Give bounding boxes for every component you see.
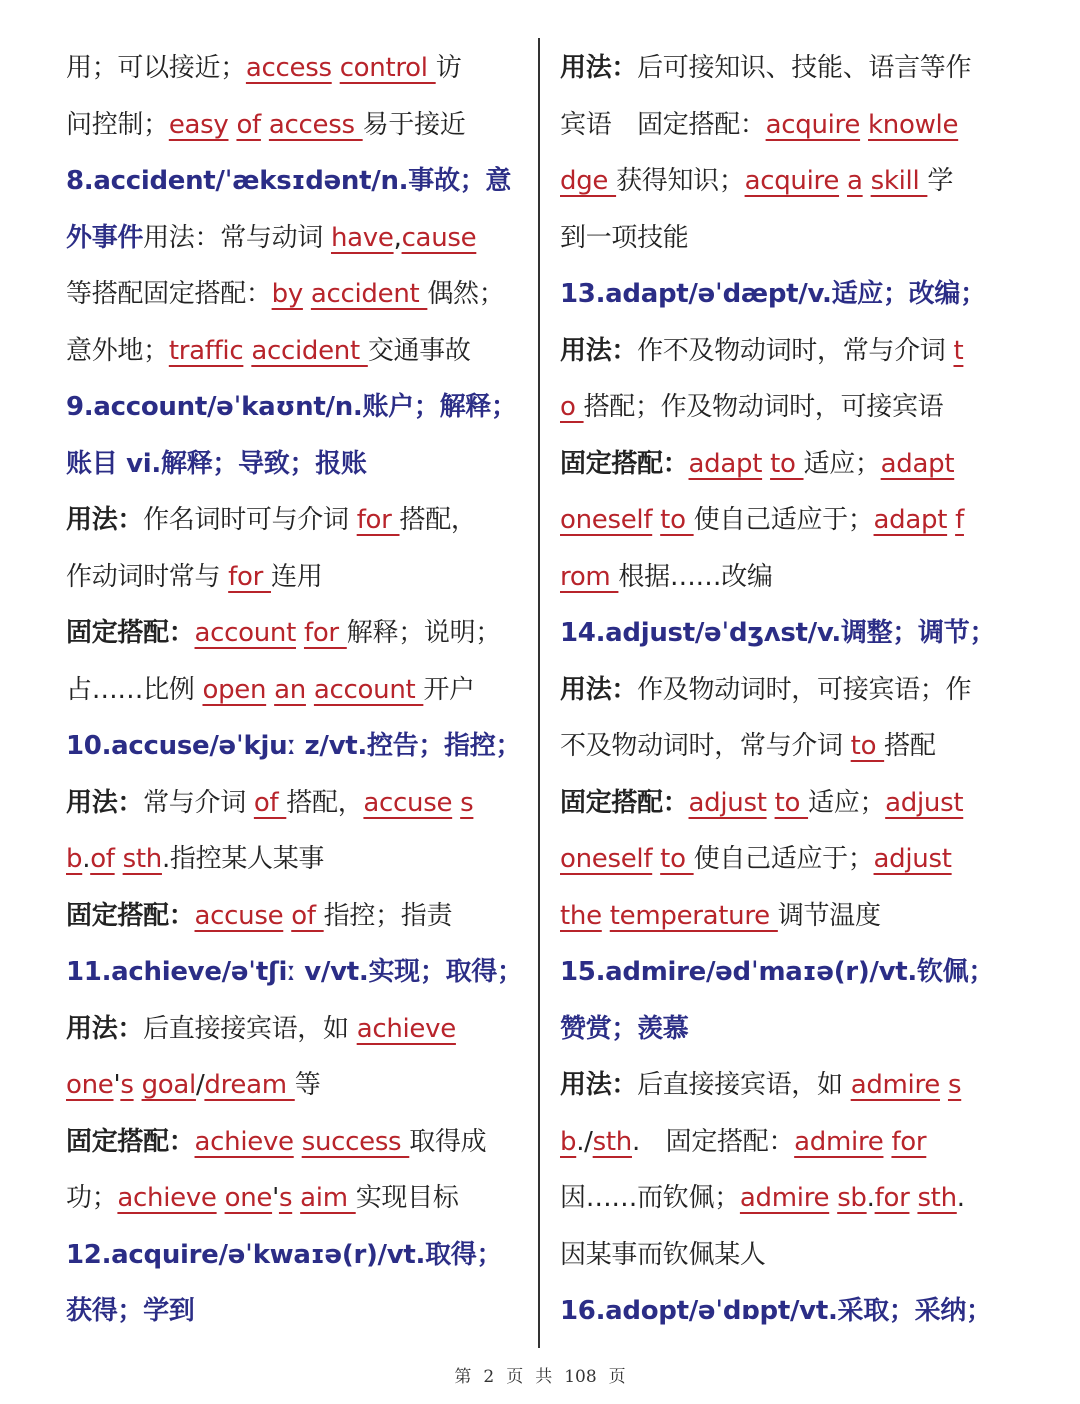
english-phrase: acquire — [744, 166, 840, 196]
english-phrase: acquire — [765, 109, 861, 140]
text-line — [66, 1057, 536, 1114]
footer-mid2: 共 — [535, 1367, 553, 1387]
body-text: 指控；指责 — [323, 900, 453, 931]
body-text — [940, 1070, 948, 1100]
text-line — [66, 40, 536, 97]
body-text: 学 — [927, 166, 954, 196]
english-phrase: an — [274, 674, 306, 705]
english-phrase: dge — [560, 166, 617, 196]
text-line — [560, 549, 1030, 606]
footer-suffix: 页 — [608, 1367, 626, 1387]
english-phrase: sth — [122, 844, 162, 874]
entry-heading: 14.adjust/əˈdʒʌst/v.调整；调节； — [560, 618, 996, 648]
english-phrase: one — [224, 1183, 273, 1213]
body-text — [303, 279, 311, 309]
label-text: 用法： — [560, 53, 638, 83]
body-text — [292, 1183, 300, 1213]
english-phrase: s — [278, 1183, 293, 1213]
text-line — [66, 266, 536, 323]
body-text: 占……比例 — [66, 674, 203, 705]
english-phrase: s — [120, 1070, 134, 1100]
english-phrase: one — [66, 1070, 114, 1100]
english-phrase: b — [560, 1126, 577, 1157]
column-divider — [538, 38, 540, 1348]
body-text: , — [393, 222, 402, 253]
english-phrase: a — [847, 166, 863, 196]
body-text — [134, 1070, 142, 1100]
body-text: 易于接近 — [362, 109, 466, 140]
english-phrase: of — [90, 844, 115, 874]
text-line — [66, 605, 536, 662]
label-text: 用法： — [66, 1013, 144, 1044]
body-text: 偶然； — [427, 279, 505, 309]
body-text: 作及物动词时，可接宾语；作 — [637, 674, 972, 705]
label-text: 固定搭配： — [560, 448, 689, 479]
english-phrase: to — [660, 844, 694, 874]
english-phrase: rom — [560, 561, 619, 592]
body-text: 搭配 — [884, 731, 936, 761]
body-text: 意外地； — [66, 335, 169, 366]
english-phrase: account — [194, 618, 296, 648]
text-line — [560, 605, 1030, 662]
text-line — [560, 1170, 1030, 1227]
body-text: 搭配， — [399, 505, 477, 535]
text-line — [66, 492, 536, 549]
label-text: 用法： — [560, 335, 638, 366]
body-text: 后直接接宾语，如 — [637, 1070, 851, 1100]
body-text: 根据……改编 — [618, 561, 773, 592]
body-text: 交通事故 — [367, 335, 471, 366]
english-phrase: by — [271, 279, 303, 309]
body-text: .指控某人某事 — [161, 844, 325, 874]
body-text: 适应； — [808, 787, 886, 818]
english-phrase: adapt — [688, 448, 763, 479]
text-line — [66, 831, 536, 888]
text-line — [560, 662, 1030, 719]
text-line — [560, 1283, 1030, 1340]
text-line — [66, 1283, 536, 1340]
body-text — [115, 844, 123, 874]
english-phrase: for — [228, 561, 271, 592]
body-text: 解释；说明； — [346, 618, 501, 648]
body-text: 等搭配固定搭配： — [66, 279, 272, 309]
english-phrase: goal — [141, 1070, 196, 1100]
english-phrase: adapt — [873, 505, 948, 535]
body-text: 用；可以接近； — [66, 53, 246, 83]
english-phrase: easy — [168, 109, 229, 140]
body-text: 因某事而钦佩某人 — [560, 1239, 766, 1270]
text-line — [66, 1227, 536, 1284]
english-phrase: aim — [300, 1183, 356, 1213]
english-phrase: to — [850, 731, 885, 761]
text-line — [560, 40, 1030, 97]
body-text — [261, 110, 269, 140]
entry-heading: 12.acquire/əˈkwaɪə(r)/vt.取得； — [66, 1239, 503, 1270]
english-phrase: achieve — [356, 1013, 456, 1044]
body-text: 后可接知识、技能、语言等作 — [637, 53, 972, 83]
english-phrase: success — [301, 1126, 410, 1157]
text-line — [560, 1114, 1030, 1171]
english-phrase: accident — [251, 335, 368, 366]
text-line — [560, 210, 1030, 267]
text-line — [560, 436, 1030, 493]
english-phrase: achieve — [117, 1183, 217, 1213]
entry-heading: 11.achieve/əˈtʃiː v/vt.实现；取得； — [66, 957, 523, 987]
english-phrase: skill — [870, 166, 928, 196]
body-text: 用法：常与动词 — [143, 222, 331, 253]
text-line — [66, 379, 536, 436]
current-page-number: 2 — [483, 1367, 495, 1387]
entry-heading: 10.accuse/əˈkjuː z/vt.控告；指控； — [66, 731, 522, 761]
body-text: 使自己适应于； — [693, 505, 874, 535]
body-text: 搭配；作及物动词时，可接宾语 — [583, 392, 944, 422]
text-line — [66, 153, 536, 210]
text-line — [560, 718, 1030, 775]
english-phrase: sb — [837, 1183, 867, 1213]
body-text: 作不及物动词时，常与介词 — [637, 335, 954, 366]
entry-heading: 9.account/əˈkaʊnt/n.账户；解释； — [66, 392, 517, 422]
body-text — [217, 1183, 225, 1213]
page-footer — [0, 1362, 1080, 1387]
text-line — [66, 97, 536, 154]
text-line — [66, 718, 536, 775]
text-line — [560, 97, 1030, 154]
body-text — [860, 110, 868, 140]
english-phrase: for — [303, 618, 347, 648]
body-text — [602, 901, 610, 931]
footer-prefix: 第 — [454, 1367, 472, 1387]
text-line — [560, 1227, 1030, 1284]
english-phrase: of — [253, 787, 287, 818]
english-phrase: access — [268, 109, 363, 140]
body-text: 作名词时可与介词 — [143, 505, 357, 535]
entry-heading: 外事件 — [66, 222, 144, 253]
body-text: 获得知识； — [616, 166, 745, 196]
english-phrase: adjust — [873, 844, 952, 874]
english-phrase: dream — [204, 1070, 295, 1100]
body-text: . — [866, 1183, 875, 1213]
label-text: 固定搭配： — [560, 787, 689, 818]
text-line — [560, 1057, 1030, 1114]
body-text — [839, 166, 847, 196]
body-text — [762, 449, 770, 479]
english-phrase: account — [313, 674, 424, 705]
english-phrase: to — [770, 448, 804, 479]
body-text: 调节温度 — [777, 900, 881, 931]
text-line — [66, 888, 536, 945]
english-phrase: admire — [794, 1126, 884, 1157]
english-phrase: knowle — [868, 109, 959, 140]
body-text — [332, 53, 340, 83]
entry-heading: 账目 vi.解释；导致；报账 — [66, 448, 367, 479]
english-phrase: the — [560, 900, 602, 931]
entry-heading: 15.admire/ədˈmaɪə(r)/vt.钦佩； — [560, 957, 995, 987]
body-text — [306, 675, 314, 705]
english-phrase: achieve — [194, 1126, 294, 1157]
body-text — [652, 844, 660, 874]
body-text: . — [956, 1183, 965, 1213]
text-line — [560, 266, 1030, 323]
text-line — [66, 210, 536, 267]
body-text: ' — [113, 1070, 121, 1100]
english-phrase: traffic — [168, 335, 244, 366]
footer-mid1: 页 — [506, 1367, 524, 1387]
body-text: 搭配， — [286, 787, 364, 818]
english-phrase: t — [953, 335, 964, 366]
english-phrase: o — [560, 392, 584, 422]
body-text: 作动词时常与 — [66, 561, 229, 592]
english-phrase: oneself — [560, 844, 653, 874]
english-phrase: sth — [917, 1183, 957, 1213]
body-text: 使自己适应于； — [693, 844, 874, 874]
text-line — [66, 662, 536, 719]
body-text: 连用 — [271, 561, 323, 592]
body-text: 适应； — [803, 448, 881, 479]
entry-heading: 8.accident/ˈæksɪdənt/n.事故；意 — [66, 166, 512, 196]
body-text: 宾语 固定搭配： — [560, 109, 766, 140]
text-line — [560, 888, 1030, 945]
total-pages: 108 — [564, 1367, 597, 1387]
text-line — [66, 1114, 536, 1171]
english-phrase: for — [874, 1183, 910, 1213]
text-line — [66, 944, 536, 1001]
body-text — [767, 788, 775, 818]
english-phrase: access — [245, 53, 332, 83]
english-phrase: of — [236, 109, 261, 140]
english-phrase: for — [891, 1126, 927, 1157]
body-text: 后直接接宾语，如 — [143, 1013, 357, 1044]
english-phrase: s — [460, 787, 474, 818]
body-text: 开户 — [423, 674, 475, 705]
body-text: 到一项技能 — [560, 222, 689, 253]
text-line — [66, 323, 536, 380]
body-text: . — [82, 844, 91, 874]
english-phrase: accident — [310, 279, 428, 309]
body-text: 功； — [66, 1183, 118, 1213]
english-phrase: to — [660, 505, 694, 535]
body-text — [266, 675, 274, 705]
text-line — [66, 775, 536, 832]
text-line — [560, 379, 1030, 436]
english-phrase: temperature — [609, 900, 778, 931]
body-text — [829, 1183, 837, 1213]
text-line — [66, 549, 536, 606]
label-text: 固定搭配： — [66, 618, 195, 648]
label-text: 用法： — [560, 674, 638, 705]
english-phrase: have — [330, 222, 394, 253]
english-phrase: adapt — [880, 448, 955, 479]
entry-heading: 16.adopt/əˈdɒpt/vt.采取；采纳； — [560, 1296, 992, 1326]
english-phrase: adjust — [885, 787, 964, 818]
label-text: 用法： — [66, 505, 144, 535]
text-line — [560, 944, 1030, 1001]
english-phrase: oneself — [560, 505, 653, 535]
body-text: / — [195, 1070, 205, 1100]
text-line — [560, 775, 1030, 832]
label-text: 用法： — [66, 787, 144, 818]
body-text — [294, 1127, 302, 1157]
english-phrase: control — [339, 53, 436, 83]
label-text: 固定搭配： — [66, 1126, 195, 1157]
english-phrase: f — [955, 505, 964, 535]
entry-heading: 获得；学到 — [66, 1296, 195, 1326]
text-line — [66, 436, 536, 493]
english-phrase: sth — [592, 1126, 632, 1157]
body-text: 访 — [435, 53, 462, 83]
text-line — [560, 831, 1030, 888]
body-text: 因……而钦佩； — [560, 1183, 740, 1213]
body-text — [863, 166, 871, 196]
english-phrase: open — [202, 674, 267, 705]
english-phrase: to — [774, 787, 809, 818]
english-phrase: for — [356, 505, 400, 535]
body-text — [452, 788, 460, 818]
body-text: 不及物动词时，常与介词 — [560, 731, 851, 761]
body-text: ' — [272, 1183, 279, 1213]
body-text — [947, 505, 955, 535]
label-text: 固定搭配： — [66, 900, 195, 931]
entry-heading: 赞赏；羡慕 — [560, 1013, 689, 1044]
english-phrase: admire — [850, 1070, 940, 1100]
body-text: 等 — [294, 1070, 321, 1100]
text-line — [560, 153, 1030, 210]
english-phrase: of — [291, 900, 324, 931]
english-phrase: admire — [739, 1183, 830, 1213]
english-phrase: cause — [401, 222, 477, 253]
body-text: ./ — [576, 1126, 593, 1157]
body-text: 常与介词 — [143, 787, 254, 818]
text-line — [66, 1001, 536, 1058]
english-phrase: accuse — [363, 787, 453, 818]
body-text: 实现目标 — [355, 1183, 459, 1213]
body-text — [652, 505, 660, 535]
english-phrase: s — [947, 1070, 962, 1100]
text-line — [66, 1170, 536, 1227]
english-phrase: b — [66, 844, 83, 874]
body-text: . 固定搭配： — [631, 1126, 795, 1157]
body-text: 取得成 — [409, 1126, 487, 1157]
english-phrase: adjust — [688, 787, 767, 818]
left-column — [66, 40, 536, 1340]
body-text: 问控制； — [66, 109, 169, 140]
text-line — [560, 323, 1030, 380]
label-text: 用法： — [560, 1070, 638, 1100]
entry-heading: 13.adapt/əˈdæpt/v.适应；改编； — [560, 279, 986, 309]
text-line — [560, 492, 1030, 549]
english-phrase: accuse — [194, 900, 284, 931]
right-column — [560, 40, 1030, 1340]
body-text — [296, 618, 304, 648]
text-line — [560, 1001, 1030, 1058]
